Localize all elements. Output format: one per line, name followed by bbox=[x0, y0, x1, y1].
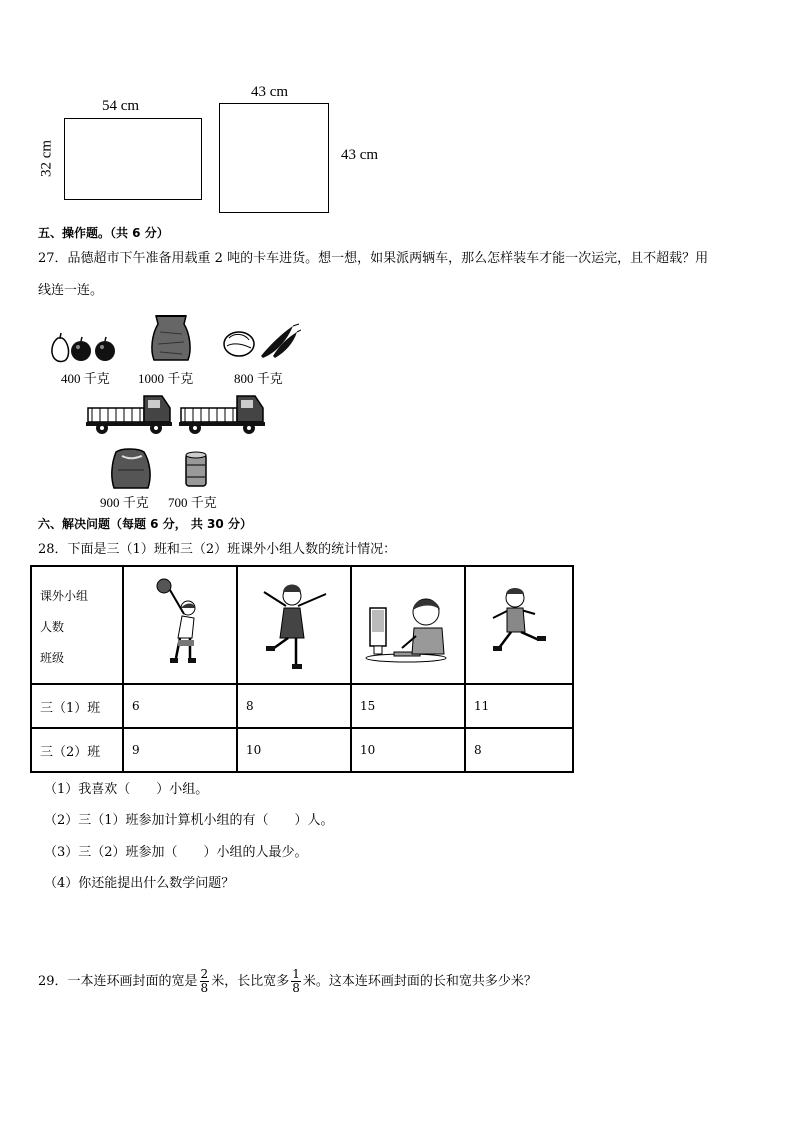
bag-icon bbox=[108, 446, 154, 490]
cell-value: 8 bbox=[237, 684, 351, 728]
q28-intro: 28．下面是三（1）班和三（2）班课外小组人数的统计情况： bbox=[38, 542, 397, 557]
goods-label-bag: 900 千克 bbox=[100, 495, 149, 510]
q28-sub-2: （2）三（1）班参加计算机小组的有（ ）人。 bbox=[44, 813, 334, 828]
truck-icon bbox=[179, 392, 267, 436]
table-row bbox=[31, 728, 573, 772]
rectangle-length-label: 54 cm bbox=[102, 98, 140, 114]
truck-icon bbox=[86, 392, 174, 436]
q27-text-line1: 27．品德超市下午准备用载重 2 吨的卡车进货。想一想，如果派两辆车，那么怎样装车才能一次运完，且不超载？用 bbox=[38, 251, 709, 266]
q28-sub-4: （4）你还能提出什么数学问题？ bbox=[44, 876, 235, 891]
goods-label-barrel: 700 千克 bbox=[168, 495, 217, 510]
dancer-icon bbox=[254, 572, 334, 676]
rectangle-width-label: 32 cm bbox=[38, 139, 55, 178]
goods-label-sack: 1000 千克 bbox=[138, 371, 194, 386]
fraction-two-eighths bbox=[200, 968, 210, 995]
row-class-label: 三（1）班 bbox=[31, 684, 123, 728]
group-computer-cell bbox=[351, 566, 465, 684]
header-line-group: 课外小组 bbox=[40, 588, 89, 603]
sack-icon bbox=[148, 312, 194, 362]
header-line-count: 人数 bbox=[40, 619, 65, 634]
q28-sub-3: （3）三（2）班参加（ ）小组的人最少。 bbox=[44, 845, 308, 860]
cell-value: 15 bbox=[351, 684, 465, 728]
fraction-one-eighth bbox=[291, 968, 301, 995]
group-basketball-cell bbox=[123, 566, 237, 684]
cell-value: 11 bbox=[465, 684, 573, 728]
table-header-cell bbox=[31, 566, 123, 684]
vegetables-icon bbox=[221, 322, 301, 360]
row-class-label: 三（2）班 bbox=[31, 728, 123, 772]
rectangle-figure bbox=[64, 118, 202, 200]
statistics-table bbox=[30, 565, 574, 773]
section6-heading: 六、解决问题（每题 6 分， 共 30 分） bbox=[38, 517, 252, 531]
fraction-denominator: 8 bbox=[200, 981, 209, 995]
fraction-numerator: 1 bbox=[292, 967, 300, 981]
cell-value: 8 bbox=[465, 728, 573, 772]
cell-value: 6 bbox=[123, 684, 237, 728]
cell-value: 10 bbox=[351, 728, 465, 772]
q27-text-line2: 线连一连。 bbox=[38, 283, 104, 298]
basketball-player-icon bbox=[150, 574, 210, 674]
section5-heading: 五、操作题。（共 6 分） bbox=[38, 226, 169, 240]
computer-user-icon bbox=[360, 574, 456, 674]
cell-value: 9 bbox=[123, 728, 237, 772]
fraction-denominator: 8 bbox=[292, 981, 300, 995]
q28-sub-1: （1）我喜欢（ ）小组。 bbox=[44, 782, 209, 797]
barrel-icon bbox=[183, 451, 209, 489]
square-side-label: 43 cm bbox=[341, 147, 379, 163]
group-running-cell bbox=[465, 566, 573, 684]
fraction-numerator: 2 bbox=[200, 967, 209, 981]
header-line-class: 班级 bbox=[40, 650, 65, 665]
fruit-icon bbox=[48, 330, 120, 364]
q29-part2: 米，长比宽多 bbox=[211, 974, 290, 989]
group-dance-cell bbox=[237, 566, 351, 684]
goods-label-fruit: 400 千克 bbox=[61, 371, 110, 386]
goods-label-vegetables: 800 千克 bbox=[234, 371, 283, 386]
table-row bbox=[31, 684, 573, 728]
cell-value: 10 bbox=[237, 728, 351, 772]
q29-part1: 29．一本连环画封面的宽是 bbox=[38, 974, 198, 989]
square-top-label: 43 cm bbox=[251, 84, 289, 100]
q29-part3: 米。这本连环画封面的长和宽共多少米？ bbox=[302, 974, 537, 989]
q29-text bbox=[38, 962, 537, 1002]
runner-icon bbox=[479, 574, 559, 674]
square-figure bbox=[219, 103, 329, 213]
